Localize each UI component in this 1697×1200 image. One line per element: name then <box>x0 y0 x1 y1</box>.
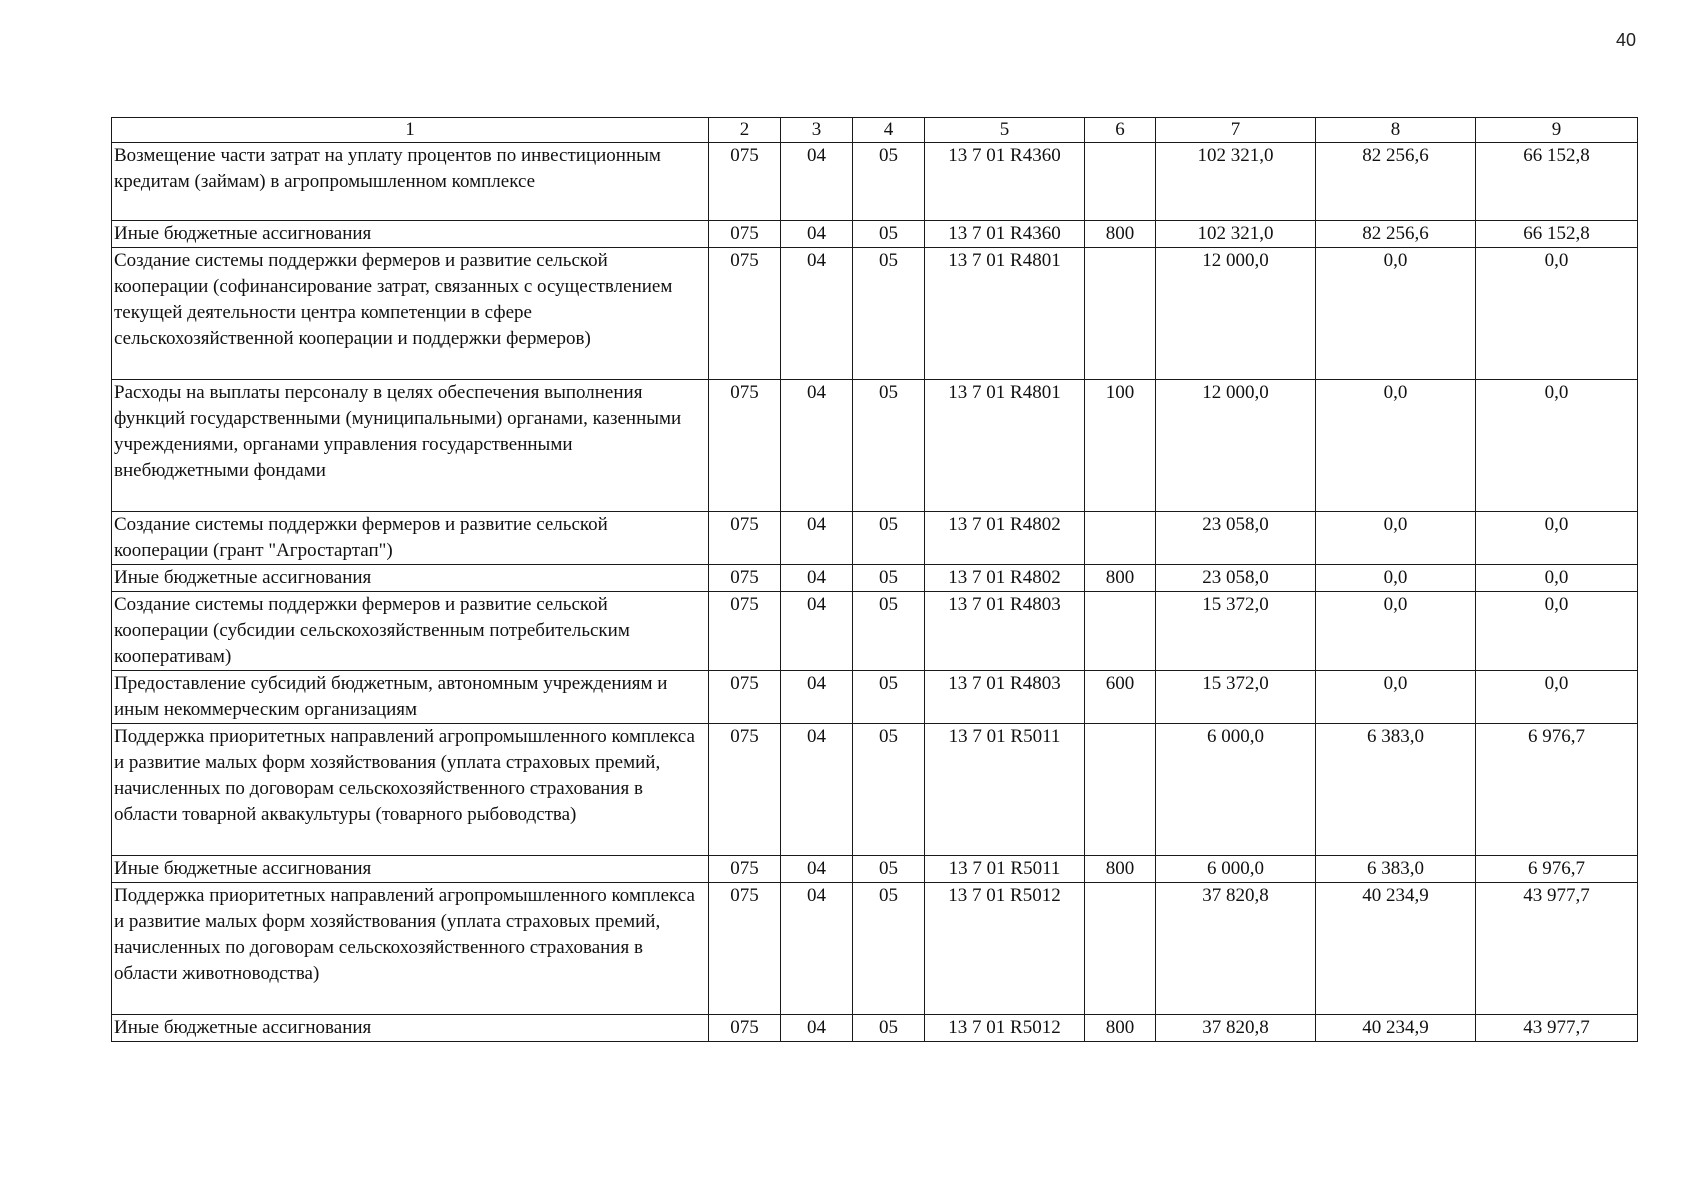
cell-c8: 0,0 <box>1316 512 1476 565</box>
table-row <box>112 221 1638 248</box>
cell-c9: 43 977,7 <box>1476 1015 1638 1042</box>
cell-c2: 075 <box>709 883 781 1015</box>
cell-c9: 66 152,8 <box>1476 221 1638 248</box>
cell-c4: 05 <box>853 1015 925 1042</box>
table-row <box>112 856 1638 883</box>
cell-c5: 13 7 01 R5012 <box>925 1015 1085 1042</box>
cell-c5: 13 7 01 R4360 <box>925 143 1085 221</box>
cell-c2: 075 <box>709 856 781 883</box>
cell-c9: 0,0 <box>1476 592 1638 671</box>
table-row <box>112 724 1638 856</box>
cell-c5: 13 7 01 R5011 <box>925 856 1085 883</box>
table-row <box>112 592 1638 671</box>
cell-c9: 0,0 <box>1476 380 1638 512</box>
header-cell: 9 <box>1476 118 1638 143</box>
table-row <box>112 671 1638 724</box>
cell-c6 <box>1085 143 1156 221</box>
cell-c4: 05 <box>853 592 925 671</box>
cell-c7: 23 058,0 <box>1156 565 1316 592</box>
cell-c7: 102 321,0 <box>1156 221 1316 248</box>
header-cell: 5 <box>925 118 1085 143</box>
cell-c9: 6 976,7 <box>1476 856 1638 883</box>
table-row <box>112 883 1638 1015</box>
cell-c8: 82 256,6 <box>1316 221 1476 248</box>
cell-c8: 0,0 <box>1316 380 1476 512</box>
page-number: 40 <box>1616 30 1637 50</box>
cell-c8: 0,0 <box>1316 565 1476 592</box>
cell-c9: 0,0 <box>1476 565 1638 592</box>
cell-c4: 05 <box>853 248 925 380</box>
cell-c3: 04 <box>781 671 853 724</box>
cell-c6 <box>1085 883 1156 1015</box>
row-name: Создание системы поддержки фермеров и развитие сельской кооперации (грант "Агростартап") <box>112 512 709 565</box>
cell-c2: 075 <box>709 221 781 248</box>
cell-c3: 04 <box>781 221 853 248</box>
cell-c5: 13 7 01 R4803 <box>925 592 1085 671</box>
cell-c6: 800 <box>1085 221 1156 248</box>
cell-c8: 6 383,0 <box>1316 856 1476 883</box>
cell-c4: 05 <box>853 221 925 248</box>
row-name: Создание системы поддержки фермеров и развитие сельской кооперации (субсидии сельскохозяйственным потребительским кооперативам) <box>112 592 709 671</box>
cell-c3: 04 <box>781 512 853 565</box>
cell-c6: 600 <box>1085 671 1156 724</box>
cell-c7: 15 372,0 <box>1156 671 1316 724</box>
row-name: Иные бюджетные ассигнования <box>112 856 709 883</box>
cell-c2: 075 <box>709 248 781 380</box>
cell-c2: 075 <box>709 143 781 221</box>
cell-c7: 23 058,0 <box>1156 512 1316 565</box>
row-name: Иные бюджетные ассигнования <box>112 221 709 248</box>
cell-c4: 05 <box>853 883 925 1015</box>
cell-c2: 075 <box>709 724 781 856</box>
cell-c3: 04 <box>781 883 853 1015</box>
cell-c4: 05 <box>853 671 925 724</box>
cell-c5: 13 7 01 R5012 <box>925 883 1085 1015</box>
cell-c3: 04 <box>781 380 853 512</box>
cell-c9: 0,0 <box>1476 248 1638 380</box>
cell-c3: 04 <box>781 1015 853 1042</box>
cell-c5: 13 7 01 R4801 <box>925 380 1085 512</box>
cell-c3: 04 <box>781 143 853 221</box>
cell-c6: 100 <box>1085 380 1156 512</box>
table-row <box>112 380 1638 512</box>
table-row <box>112 565 1638 592</box>
table-row <box>112 248 1638 380</box>
cell-c7: 37 820,8 <box>1156 883 1316 1015</box>
cell-c8: 0,0 <box>1316 248 1476 380</box>
table-header-row <box>112 118 1638 143</box>
cell-c4: 05 <box>853 380 925 512</box>
cell-c6: 800 <box>1085 565 1156 592</box>
cell-c5: 13 7 01 R4803 <box>925 671 1085 724</box>
cell-c7: 6 000,0 <box>1156 856 1316 883</box>
cell-c6 <box>1085 248 1156 380</box>
cell-c6 <box>1085 592 1156 671</box>
header-cell: 7 <box>1156 118 1316 143</box>
cell-c7: 15 372,0 <box>1156 592 1316 671</box>
cell-c3: 04 <box>781 565 853 592</box>
table-row <box>112 512 1638 565</box>
row-name: Поддержка приоритетных направлений агропромышленного комплекса и развитие малых форм хозяйствования (уплата страховых премий, начисленных по договорам сельскохозяйственного страхования в области товарной аквакультуры (товарного рыбоводства) <box>112 724 709 856</box>
header-cell: 3 <box>781 118 853 143</box>
cell-c5: 13 7 01 R4802 <box>925 512 1085 565</box>
cell-c4: 05 <box>853 143 925 221</box>
header-cell: 2 <box>709 118 781 143</box>
cell-c3: 04 <box>781 856 853 883</box>
cell-c3: 04 <box>781 724 853 856</box>
cell-c2: 075 <box>709 380 781 512</box>
header-cell: 6 <box>1085 118 1156 143</box>
cell-c5: 13 7 01 R4801 <box>925 248 1085 380</box>
row-name: Иные бюджетные ассигнования <box>112 565 709 592</box>
cell-c2: 075 <box>709 1015 781 1042</box>
cell-c9: 0,0 <box>1476 512 1638 565</box>
cell-c7: 6 000,0 <box>1156 724 1316 856</box>
cell-c9: 0,0 <box>1476 671 1638 724</box>
row-name: Иные бюджетные ассигнования <box>112 1015 709 1042</box>
cell-c2: 075 <box>709 592 781 671</box>
row-name: Расходы на выплаты персоналу в целях обеспечения выполнения функций государственными (муниципальными) органами, казенными учреждениями, органами управления государственными внебюджетными фондами <box>112 380 709 512</box>
cell-c9: 66 152,8 <box>1476 143 1638 221</box>
cell-c3: 04 <box>781 248 853 380</box>
cell-c2: 075 <box>709 565 781 592</box>
cell-c7: 12 000,0 <box>1156 248 1316 380</box>
cell-c4: 05 <box>853 724 925 856</box>
cell-c8: 0,0 <box>1316 592 1476 671</box>
budget-table <box>111 117 1638 1042</box>
cell-c6 <box>1085 512 1156 565</box>
cell-c7: 12 000,0 <box>1156 380 1316 512</box>
row-name: Возмещение части затрат на уплату процентов по инвестиционным кредитам (займам) в агропромышленном комплексе <box>112 143 709 221</box>
row-name: Создание системы поддержки фермеров и развитие сельской кооперации (софинансирование затрат, связанных с осуществлением текущей деятельности центра компетенции в сфере сельскохозяйственной кооперации и поддержки фермеров) <box>112 248 709 380</box>
table-row <box>112 1015 1638 1042</box>
header-cell: 8 <box>1316 118 1476 143</box>
cell-c8: 40 234,9 <box>1316 883 1476 1015</box>
cell-c5: 13 7 01 R4802 <box>925 565 1085 592</box>
row-name: Поддержка приоритетных направлений агропромышленного комплекса и развитие малых форм хозяйствования (уплата страховых премий, начисленных по договорам сельскохозяйственного страхования в области животноводства) <box>112 883 709 1015</box>
header-cell: 4 <box>853 118 925 143</box>
cell-c7: 37 820,8 <box>1156 1015 1316 1042</box>
cell-c5: 13 7 01 R5011 <box>925 724 1085 856</box>
cell-c9: 6 976,7 <box>1476 724 1638 856</box>
cell-c8: 0,0 <box>1316 671 1476 724</box>
cell-c6 <box>1085 724 1156 856</box>
header-cell: 1 <box>112 118 709 143</box>
table-row <box>112 143 1638 221</box>
cell-c8: 82 256,6 <box>1316 143 1476 221</box>
row-name: Предоставление субсидий бюджетным, автономным учреждениям и иным некоммерческим организациям <box>112 671 709 724</box>
cell-c8: 40 234,9 <box>1316 1015 1476 1042</box>
cell-c4: 05 <box>853 565 925 592</box>
cell-c4: 05 <box>853 512 925 565</box>
cell-c4: 05 <box>853 856 925 883</box>
cell-c2: 075 <box>709 671 781 724</box>
cell-c6: 800 <box>1085 856 1156 883</box>
cell-c5: 13 7 01 R4360 <box>925 221 1085 248</box>
cell-c9: 43 977,7 <box>1476 883 1638 1015</box>
cell-c7: 102 321,0 <box>1156 143 1316 221</box>
cell-c3: 04 <box>781 592 853 671</box>
cell-c6: 800 <box>1085 1015 1156 1042</box>
cell-c8: 6 383,0 <box>1316 724 1476 856</box>
cell-c2: 075 <box>709 512 781 565</box>
